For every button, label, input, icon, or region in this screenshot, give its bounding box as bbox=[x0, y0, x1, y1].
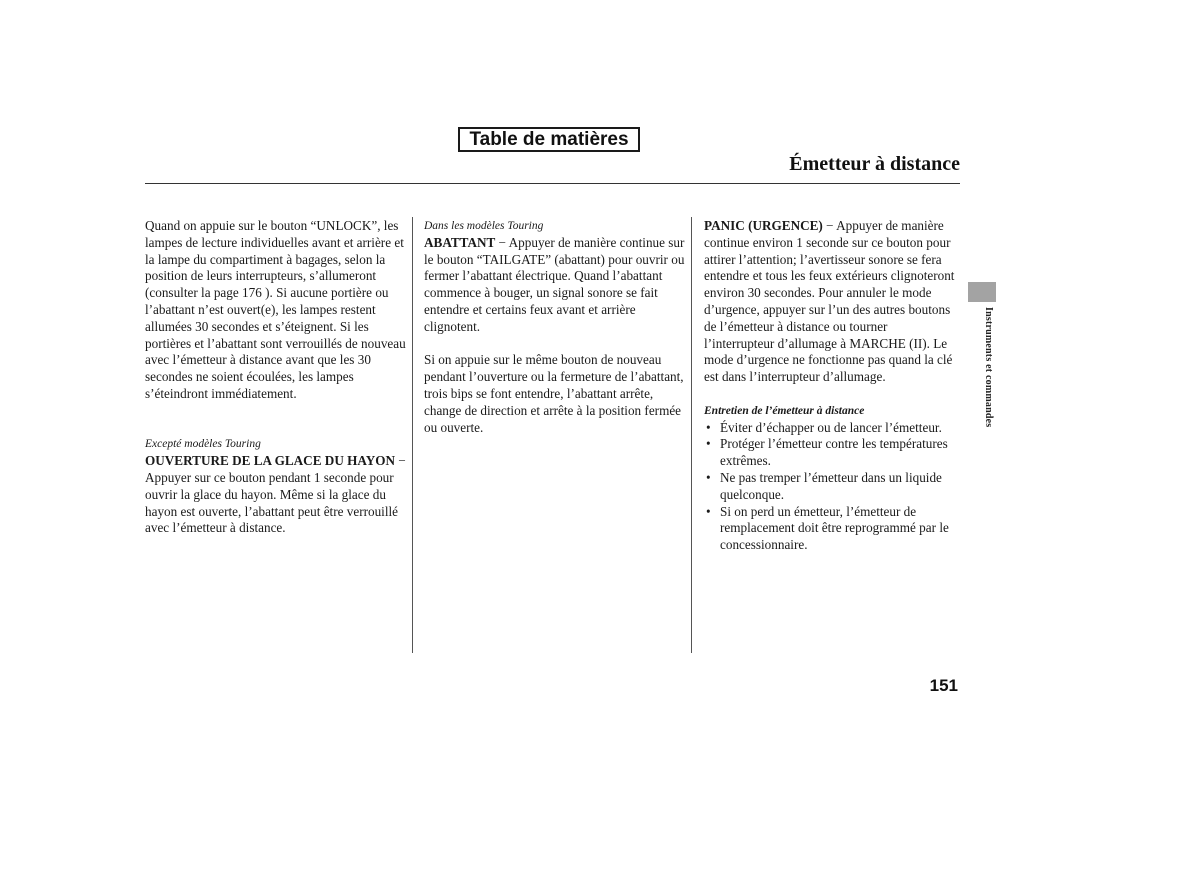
tailgate-heading: ABATTANT bbox=[424, 234, 496, 250]
page-number: 151 bbox=[929, 676, 958, 695]
list-item: • Protéger l’émetteur contre les températures extrêmes. bbox=[704, 436, 960, 470]
column-divider bbox=[691, 217, 692, 653]
section-tab bbox=[968, 282, 996, 302]
glass-hatch-text: Appuyer sur ce bouton pendant 1 seconde pour ouvrir la glace du hayon. Même si la glace du hayon est ouverte, l’abattant peut être verrouillé avec l’émetteur à distance. bbox=[145, 469, 399, 536]
header-rule bbox=[145, 183, 960, 184]
tailgate-reverse-paragraph: Si on appuie sur le même bouton de nouveau pendant l’ouverture ou la fermeture de l’abattant, trois bips se font entendre, l’abattant arrête, change de direction et arrête à la position fermée ou ouverte. bbox=[424, 352, 684, 435]
list-item: • Si on perd un émetteur, l’émetteur de remplacement doit être reprogrammé par le concessionnaire. bbox=[704, 504, 960, 554]
maintenance-heading: Entretien de l’émetteur à distance bbox=[704, 404, 865, 417]
panic-heading: PANIC (URGENCE) bbox=[704, 218, 823, 233]
column-right bbox=[704, 218, 960, 554]
column-left bbox=[145, 218, 407, 537]
dash: − bbox=[822, 218, 837, 233]
list-item: • Ne pas tremper l’émetteur dans un liquide quelconque. bbox=[704, 470, 960, 504]
table-of-contents-button[interactable]: Table de matières bbox=[458, 127, 640, 152]
column-middle bbox=[424, 218, 686, 436]
section-label: Instruments et commandes bbox=[983, 307, 994, 428]
dash: − bbox=[395, 453, 406, 469]
column-divider bbox=[412, 217, 413, 653]
glass-hatch-paragraph bbox=[145, 453, 407, 537]
model-note: Dans les modèles Touring bbox=[424, 220, 544, 232]
tailgate-paragraph bbox=[424, 235, 686, 336]
maintenance-list bbox=[704, 420, 960, 554]
glass-hatch-heading: OUVERTURE DE LA GLACE DU HAYON bbox=[145, 453, 396, 469]
panic-paragraph bbox=[704, 218, 960, 386]
dash: − bbox=[495, 234, 509, 250]
page-title: Émetteur à distance bbox=[789, 153, 960, 175]
unlock-paragraph: Quand on appuie sur le bouton “UNLOCK”, les lampes de lecture individuelles avant et arrière et la lampe du compartiment à bagages, selon la position de leurs interrupteurs, s’allumeront (consulter la page 176 ). Si aucune portière ou l’abattant n’est ouvert(e), les lampes restent allumées 30 secondes et s’éteignent. Si les portières et l’abattant sont verrouillés de nouveau avec l’émetteur à distance avant que les 30 secondes ne soient écoulées, les lampes s’éteindront immédiatement. bbox=[145, 218, 406, 401]
list-item: • Éviter d’échapper ou de lancer l’émetteur. bbox=[704, 420, 960, 437]
tailgate-text: Appuyer de manière continue sur le bouton “TAILGATE” (abattant) pour ouvrir ou fermer l’abattant électrique. Quand l’abattant commence à bouger, un signal sonore se fait entendre et certains feux avant et arrière clignotent. bbox=[424, 234, 685, 334]
panic-text: Appuyer de manière continue environ 1 seconde sur ce bouton pour attirer l’attention; l’avertisseur sonore se fera entendre et tous les feux extérieurs clignoteront environ 30 secondes. Pour annuler le mode d’urgence, appuyer sur l’un des autres boutons de l’émetteur à distance ou tourner l’interrupteur d’allumage à MARCHE (II). Le mode d’urgence ne fonctionne pas quand la clé est dans l’interrupteur d’allumage. bbox=[704, 218, 955, 385]
model-note: Excepté modèles Touring bbox=[145, 438, 261, 451]
